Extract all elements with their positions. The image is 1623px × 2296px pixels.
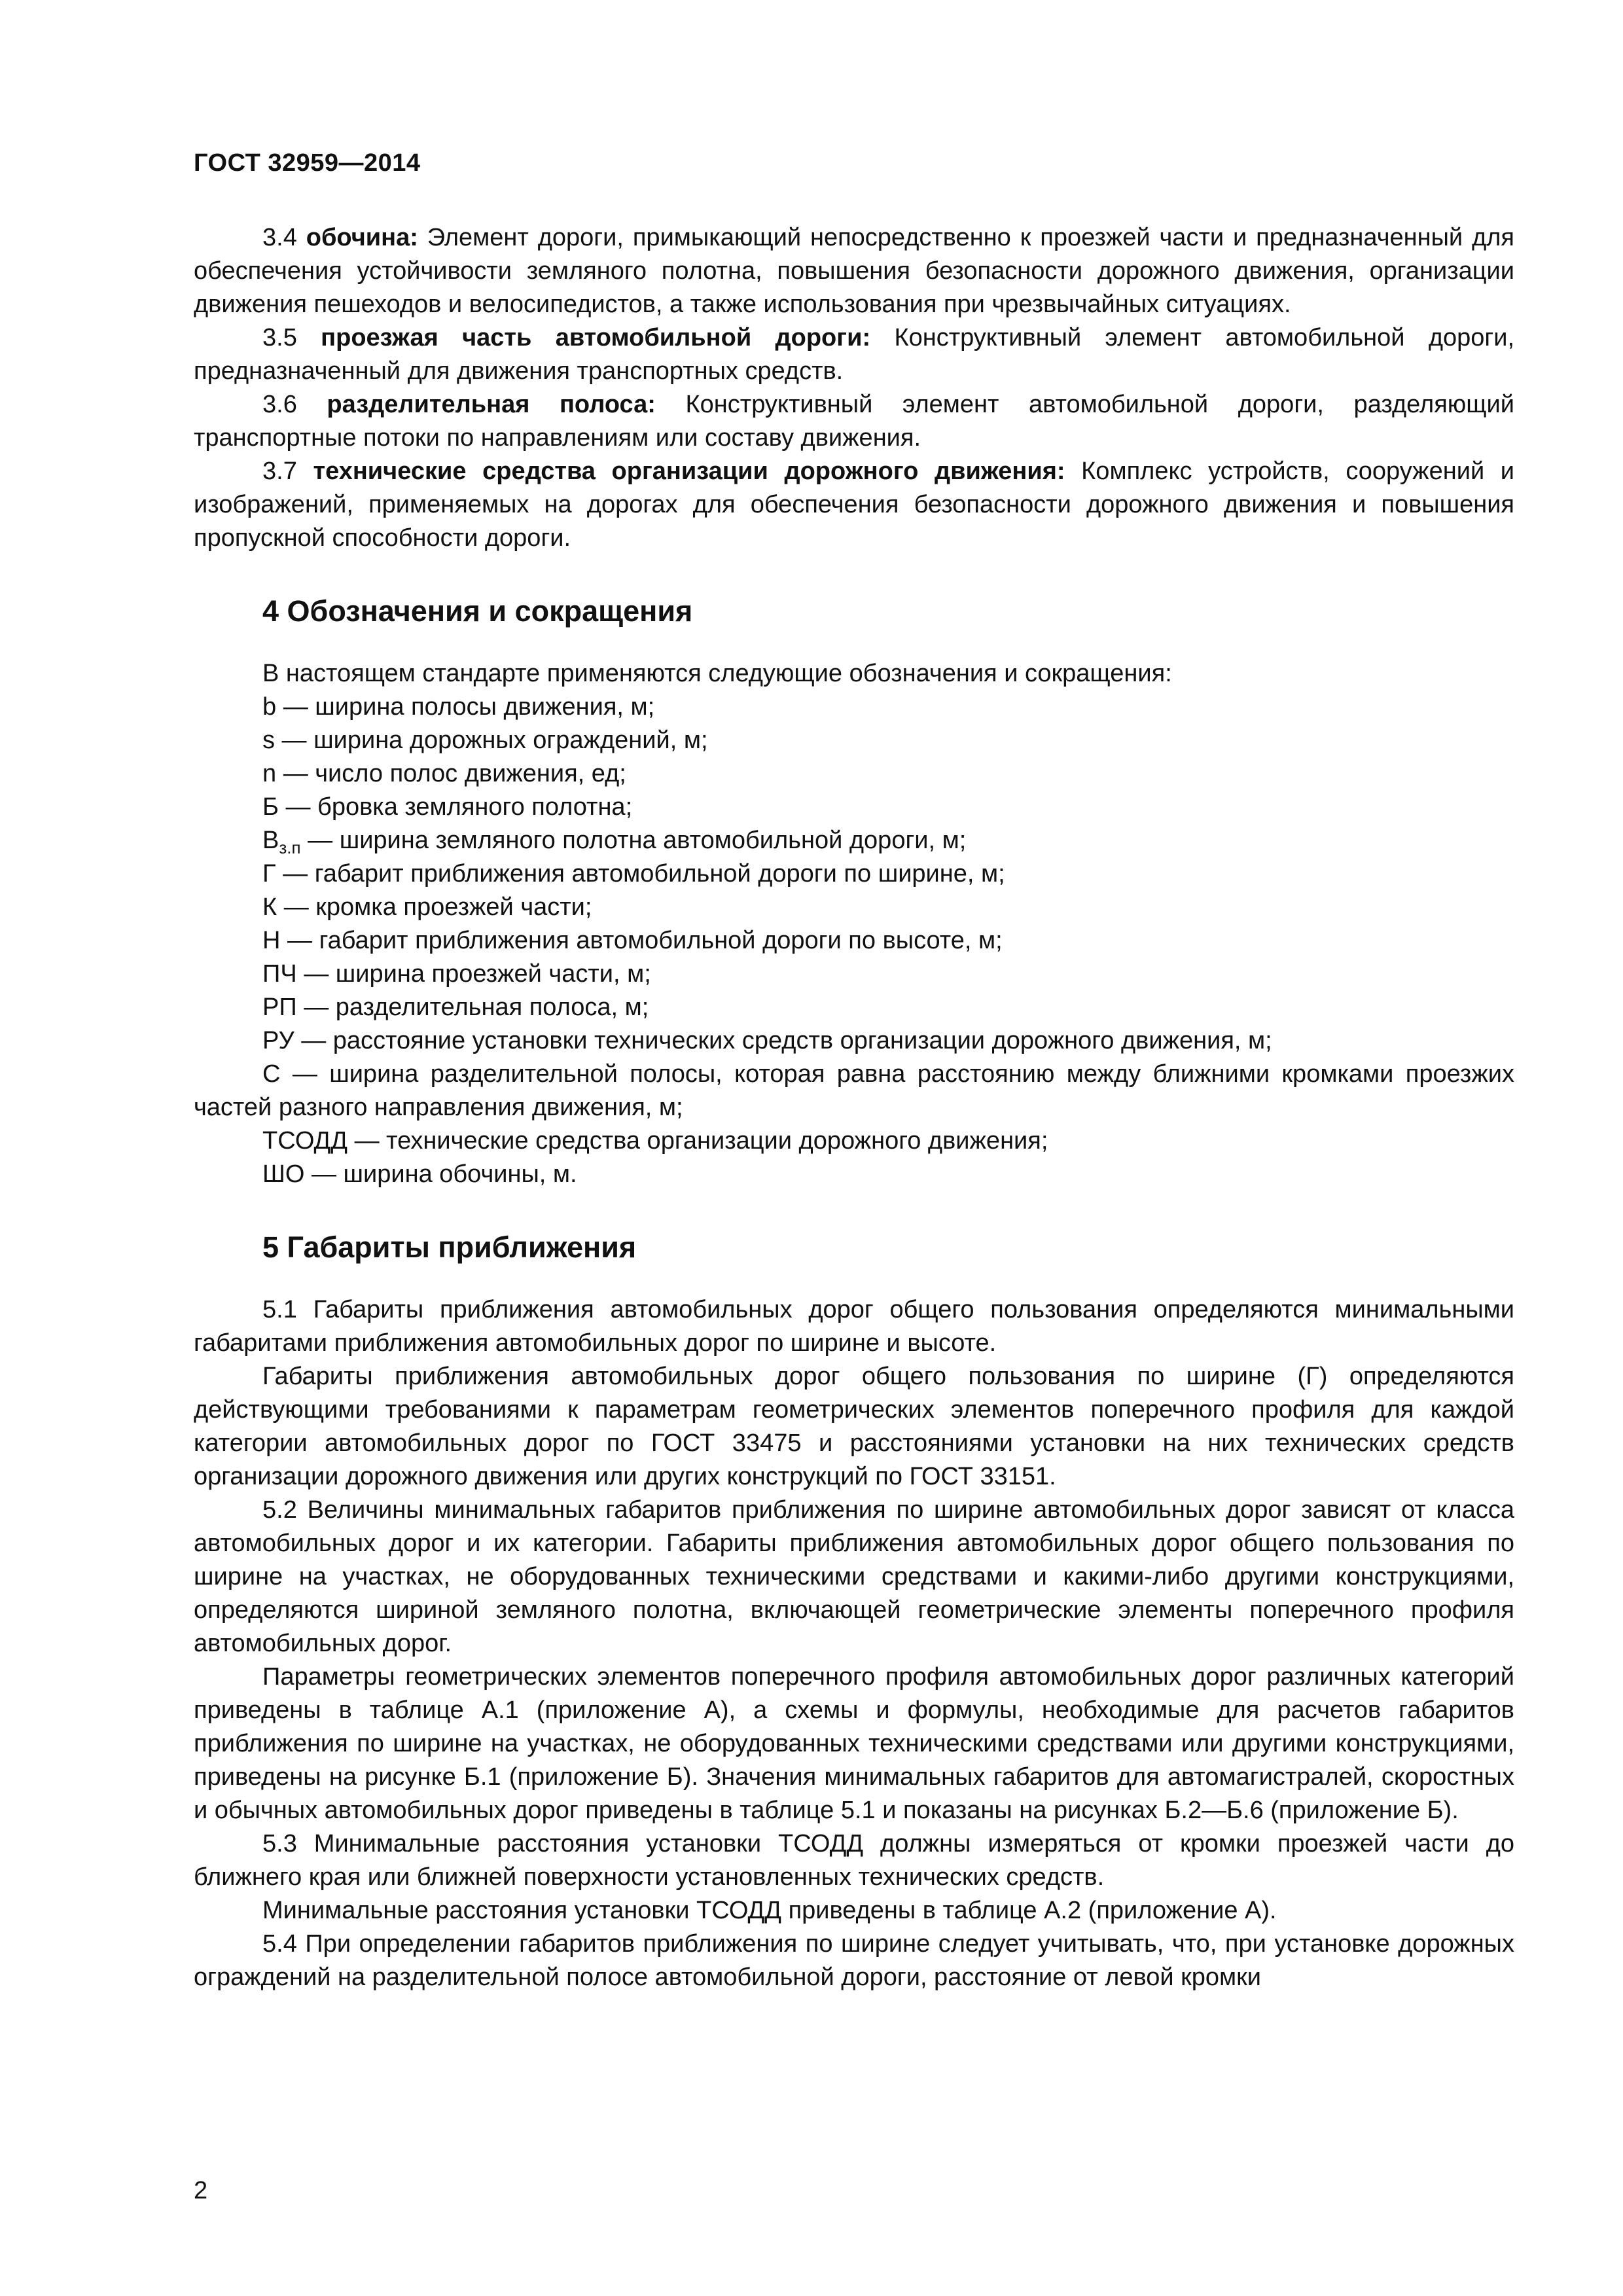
section-5-paragraph: Габариты приближения автомобильных дорог общего пользования по ширине (Г) определяются действующими требованиями к параметрам геометрических элементов поперечного профиля для каждой категории автомобильных дорог по ГОСТ 33475 и расстояниями установки на них технических средств организации дорожного движения или других конструкций по ГОСТ 33151. (194, 1363, 1514, 1490)
term-number: 3.6 (262, 391, 297, 418)
term-number: 3.4 (262, 224, 297, 251)
abbreviation-item (194, 891, 1514, 924)
abbreviation-symbol: К (262, 893, 277, 921)
term-number: 3.5 (262, 324, 297, 351)
term-name: разделительная полоса: (327, 391, 656, 418)
term-definition: Конструктивный элемент автомобильной дороги, предназначенный для движения транспортных средств. (194, 324, 1515, 385)
page-number: 2 (194, 2177, 208, 2204)
term-3-5 (194, 321, 1514, 388)
section-5-paragraph: 5.2 Величины минимальных габаритов приближения по ширине автомобильных дорог зависят от класса автомобильных дорог и их категории. Габариты приближения автомобильных дорог общего пользования по ширине на участках, не оборудованных техническими средствами и какими-либо другими конструкциями, определяются шириной земляного полотна, включающей геометрические элементы поперечного профиля автомобильных дорог. (194, 1496, 1514, 1657)
abbreviation-item (194, 824, 1514, 857)
abbreviation-item (194, 857, 1514, 891)
abbreviation-item (194, 724, 1514, 757)
symbol-base: В (262, 827, 279, 854)
symbol-subscript: з.п (279, 838, 301, 857)
abbreviation-item (194, 991, 1514, 1024)
abbreviation-symbol: b (262, 693, 277, 721)
abbreviation-text: — технические средства организации дорожного движения; (348, 1127, 1048, 1155)
abbreviation-text: — ширина проезжей части, м; (296, 960, 651, 988)
abbreviation-symbol (262, 827, 301, 857)
section-4-intro: В настоящем стандарте применяются следующие обозначения и сокращения: (262, 660, 1172, 687)
abbreviation-item (194, 691, 1514, 724)
abbreviation-text: — ширина обочины, м. (304, 1160, 577, 1188)
term-name: технические средства организации дорожного движения: (313, 457, 1065, 485)
abbreviation-text: — ширина дорожных ограждений, м; (275, 726, 708, 754)
abbreviation-item (194, 1058, 1514, 1124)
abbreviation-item (194, 791, 1514, 824)
term-number: 3.7 (262, 457, 297, 485)
section-5-paragraph: Параметры геометрических элементов поперечного профиля автомобильных дорог различных категорий приведены в таблице А.1 (приложение А), а схемы и формулы, необходимые для расчетов габаритов приближения по ширине на участках, не оборудованных техническими средствами или другими конструкциями, приведены на рисунке Б.1 (приложение Б). Значения минимальных габаритов для автомагистралей, скоростных и обычных автомобильных дорог приведены в таблице 5.1 и показаны на рисунках Б.2—Б.6 (приложение Б). (194, 1663, 1514, 1824)
abbreviation-symbol: n (262, 760, 277, 787)
page-content (194, 221, 1514, 1994)
abbreviation-item (194, 958, 1514, 991)
term-name: обочина: (306, 224, 418, 251)
abbreviation-text: — кромка проезжей части; (277, 893, 592, 921)
abbreviation-symbol: ПЧ (262, 960, 297, 988)
section-5-paragraph: 5.1 Габариты приближения автомобильных дорог общего пользования определяются минимальными габаритами приближения автомобильных дорог по ширине и высоте. (194, 1296, 1514, 1357)
abbreviation-symbol: С (262, 1060, 281, 1088)
abbreviation-item (194, 1024, 1514, 1058)
abbreviation-text: — бровка земляного полотна; (278, 793, 633, 821)
term-3-4 (194, 221, 1514, 321)
abbreviation-symbol: ШО (262, 1160, 305, 1188)
abbreviation-text: — ширина полосы движения, м; (276, 693, 655, 721)
term-definition: Конструктивный элемент автомобильной дороги, разделяющий транспортные потоки по направлениям или составу движения. (194, 391, 1514, 452)
abbreviation-symbol: s (262, 726, 275, 754)
abbreviation-text: — габарит приближения автомобильной дороги по ширине, м; (276, 860, 1005, 888)
term-3-7 (194, 455, 1514, 555)
abbreviation-text: — число полос движения, ед; (276, 760, 626, 787)
section-5-paragraph: 5.4 При определении габаритов приближения по ширине следует учитывать, что, при установке дорожных ограждений на разделительной полосе автомобильной дороги, расстояние от левой кромки (194, 1930, 1514, 1991)
section-5-paragraph: Минимальные расстояния установки ТСОДД приведены в таблице А.2 (приложение А). (262, 1897, 1277, 1924)
abbreviation-symbol: РУ (262, 1027, 294, 1054)
abbreviation-item (194, 757, 1514, 791)
document-page (194, 0, 1514, 2296)
document-header: ГОСТ 32959—2014 (194, 149, 421, 177)
abbreviation-text: — расстояние установки технических средств организации дорожного движения, м; (294, 1027, 1272, 1054)
abbreviation-text: — разделительная полоса, м; (296, 994, 649, 1021)
abbreviation-symbol: ТСОДД (262, 1127, 348, 1155)
abbreviation-item (194, 1124, 1514, 1158)
abbreviation-symbol: Н (262, 927, 281, 954)
abbreviation-symbol: Г (262, 860, 276, 888)
abbreviation-text: — ширина разделительной полосы, которая равна расстоянию между ближними кромками проезжих частей разного направления движения, м; (194, 1060, 1514, 1121)
abbreviation-item (194, 924, 1514, 958)
section-5-paragraph: 5.3 Минимальные расстояния установки ТСОДД должны измеряться от кромки проезжей части до ближнего края или ближней поверхности установленных технических средств. (194, 1830, 1514, 1891)
term-3-6 (194, 388, 1514, 455)
section-5-heading: 5 Габариты приближения (262, 1230, 637, 1264)
abbreviation-symbol: Б (262, 793, 279, 821)
abbreviation-item (194, 1158, 1514, 1191)
abbreviation-text: — габарит приближения автомобильной дороги по высоте, м; (280, 927, 1003, 954)
abbreviation-text: — ширина земляного полотна автомобильной дороги, м; (300, 827, 967, 854)
abbreviation-symbol: РП (262, 994, 297, 1021)
term-definition: Комплекс устройств, сооружений и изображений, применяемых на дорогах для обеспечения безопасности дорожного движения и повышения пропускной способности дороги. (194, 457, 1515, 552)
section-4-heading: 4 Обозначения и сокращения (262, 594, 693, 628)
term-name: проезжая часть автомобильной дороги: (321, 324, 871, 351)
term-definition: Элемент дороги, примыкающий непосредственно к проезжей части и предназначенный для обеспечения устойчивости земляного полотна, повышения безопасности дорожного движения, организации движения пешеходов и велосипедистов, а также использования при чрезвычайных ситуациях. (194, 224, 1514, 318)
